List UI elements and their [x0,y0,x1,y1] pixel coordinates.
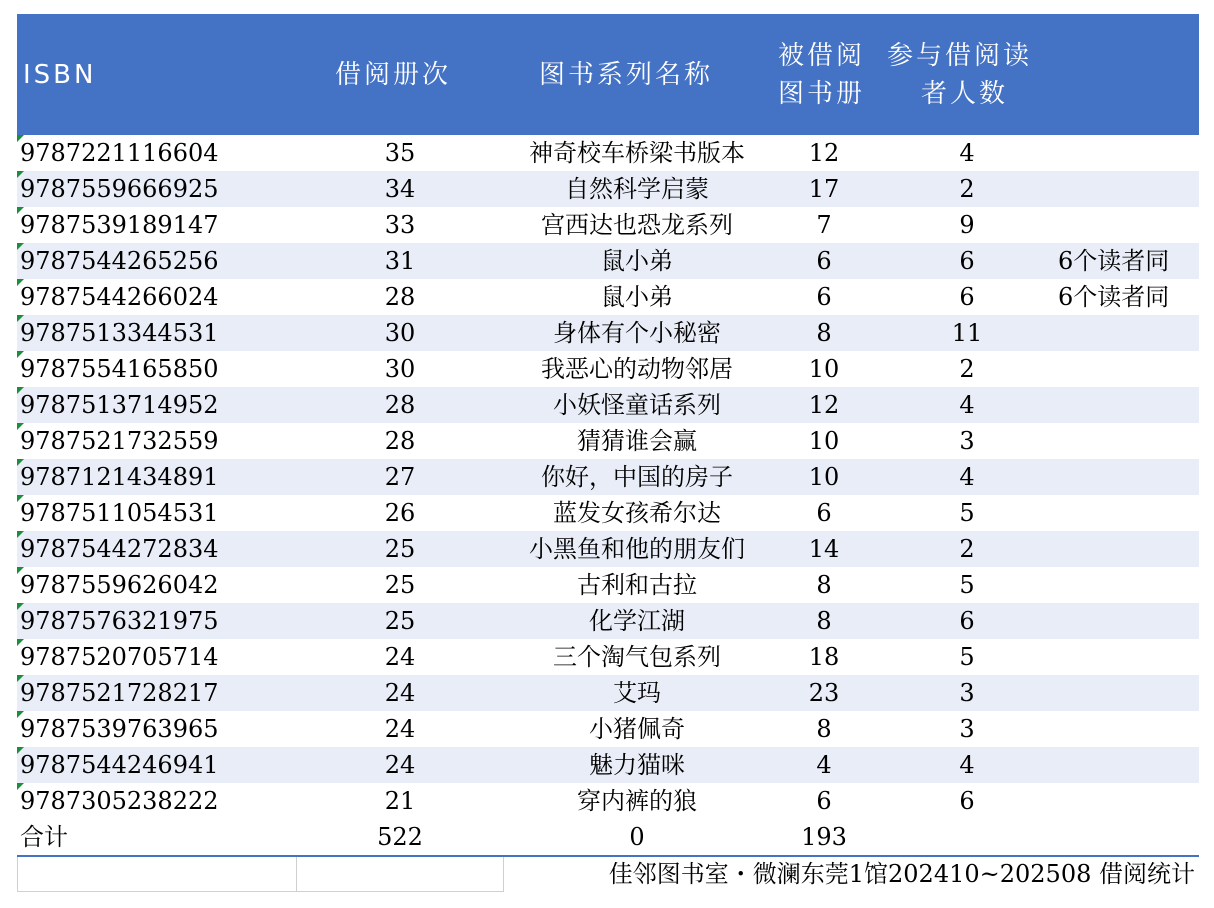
table-row [17,531,1199,567]
isbn-cell[interactable]: 9787521732559 [20,427,219,455]
readers-cell[interactable]: 6 [959,607,975,635]
readers-cell[interactable]: 11 [951,319,983,347]
table-row [17,171,1199,207]
header-readers-line2[interactable]: 者人数 [921,79,1009,109]
isbn-cell[interactable]: 9787520705714 [20,643,219,671]
series-name-cell[interactable]: 鼠小弟 [601,283,673,311]
series-name-cell[interactable]: 魅力猫咪 [589,751,685,779]
table-row [17,243,1199,279]
table-row [17,603,1199,639]
readers-cell[interactable]: 6 [959,247,975,275]
borrow-count-cell[interactable]: 28 [384,283,416,311]
books-borrowed-cell[interactable]: 6 [816,247,832,275]
borrow-count-cell[interactable]: 28 [384,391,416,419]
series-name-cell[interactable]: 宫西达也恐龙系列 [541,211,733,239]
table-row [17,351,1199,387]
isbn-cell[interactable]: 9787544266024 [20,283,219,311]
isbn-cell[interactable]: 9787554165850 [20,355,219,383]
isbn-cell[interactable]: 9787539189147 [20,211,219,239]
isbn-cell[interactable]: 9787544246941 [20,751,219,779]
series-name-cell[interactable]: 小黑鱼和他的朋友们 [529,535,745,563]
readers-cell[interactable]: 3 [959,715,975,743]
readers-cell[interactable]: 2 [959,175,975,203]
books-borrowed-cell[interactable]: 10 [808,427,840,455]
books-borrowed-cell[interactable]: 12 [808,391,840,419]
books-borrowed-cell[interactable]: 10 [808,463,840,491]
header-books-borrowed-line2[interactable]: 图书册 [778,79,866,109]
total-books[interactable]: 193 [801,823,847,851]
series-name-cell[interactable]: 你好，中国的房子 [541,463,733,491]
isbn-cell[interactable]: 9787521728217 [20,679,219,707]
series-name-cell[interactable]: 小妖怪童话系列 [553,391,721,419]
table-row [17,279,1199,315]
series-name-cell[interactable]: 蓝发女孩希尔达 [553,499,721,527]
readers-cell[interactable]: 2 [959,355,975,383]
table-row [17,783,1199,819]
header-series-name[interactable]: 图书系列名称 [539,60,714,90]
readers-cell[interactable]: 3 [959,427,975,455]
series-name-cell[interactable]: 神奇校车桥梁书版本 [529,139,745,167]
books-borrowed-cell[interactable]: 8 [816,715,832,743]
readers-cell[interactable]: 2 [959,535,975,563]
borrow-count-cell[interactable]: 35 [384,139,416,167]
borrow-count-cell[interactable]: 30 [384,355,416,383]
borrow-count-cell[interactable]: 24 [384,715,416,743]
isbn-cell[interactable]: 9787576321975 [20,607,219,635]
borrow-count-cell[interactable]: 28 [384,427,416,455]
table-row [17,423,1199,459]
books-borrowed-cell[interactable]: 8 [816,319,832,347]
readers-cell[interactable]: 6 [959,283,975,311]
header-readers-line1[interactable]: 参与借阅读 [887,41,1033,71]
isbn-cell[interactable]: 9787513344531 [20,319,219,347]
total-row [17,819,1199,857]
header-isbn[interactable]: ISBN [23,60,97,90]
table-row [17,567,1199,603]
series-name-cell[interactable]: 化学江湖 [589,607,685,635]
borrow-count-cell[interactable]: 26 [384,499,416,527]
borrow-count-cell[interactable]: 21 [384,787,416,815]
data-rows [17,135,1199,819]
borrow-count-cell[interactable]: 34 [384,175,416,203]
isbn-cell[interactable]: 9787544272834 [20,535,219,563]
table-row [17,675,1199,711]
total-name[interactable]: 0 [629,823,645,851]
note-cell[interactable]: 6个读者同 [1058,247,1170,275]
readers-cell[interactable]: 6 [959,787,975,815]
books-borrowed-cell[interactable]: 4 [816,751,832,779]
books-borrowed-cell[interactable]: 7 [816,211,832,239]
series-name-cell[interactable]: 穿内裤的狼 [577,787,697,815]
books-borrowed-cell[interactable]: 14 [808,535,840,563]
table-row [17,315,1199,351]
books-borrowed-cell[interactable]: 6 [816,499,832,527]
series-name-cell[interactable]: 猜猜谁会赢 [577,427,697,455]
footer-row [17,857,1199,891]
note-cell[interactable]: 6个读者同 [1058,283,1170,311]
borrow-count-cell[interactable]: 25 [384,571,416,599]
books-borrowed-cell[interactable]: 8 [816,571,832,599]
readers-cell[interactable]: 3 [959,679,975,707]
isbn-cell[interactable]: 9787544265256 [20,247,219,275]
borrow-count-cell[interactable]: 25 [384,607,416,635]
readers-cell[interactable]: 9 [959,211,975,239]
isbn-cell[interactable]: 9787559666925 [20,175,219,203]
series-name-cell[interactable]: 身体有个小秘密 [553,319,721,347]
borrow-count-cell[interactable]: 30 [384,319,416,347]
readers-cell[interactable]: 4 [959,751,975,779]
borrow-count-cell[interactable]: 27 [384,463,416,491]
books-borrowed-cell[interactable]: 6 [816,787,832,815]
borrow-count-cell[interactable]: 25 [384,535,416,563]
table-row [17,711,1199,747]
books-borrowed-cell[interactable]: 23 [808,679,840,707]
footer-cell[interactable] [296,857,504,892]
series-name-cell[interactable]: 艾玛 [613,679,661,707]
books-borrowed-cell[interactable]: 8 [816,607,832,635]
header-borrow-count[interactable]: 借阅册次 [335,60,452,90]
total-label[interactable]: 合计 [20,823,68,851]
isbn-cell[interactable]: 9787305238222 [20,787,219,815]
readers-cell[interactable]: 4 [959,139,975,167]
series-name-cell[interactable]: 小猪佩奇 [589,715,685,743]
books-borrowed-cell[interactable]: 18 [808,643,840,671]
table-row [17,459,1199,495]
readers-cell[interactable]: 5 [959,571,975,599]
table-row [17,207,1199,243]
series-name-cell[interactable]: 自然科学启蒙 [565,175,709,203]
table-row [17,495,1199,531]
series-name-cell[interactable]: 鼠小弟 [601,247,673,275]
books-borrowed-cell[interactable]: 10 [808,355,840,383]
table-row [17,387,1199,423]
header-row [17,14,1199,135]
total-count[interactable]: 522 [377,823,423,851]
borrow-count-cell[interactable]: 33 [384,211,416,239]
readers-cell[interactable]: 5 [959,643,975,671]
isbn-cell[interactable]: 9787513714952 [20,391,219,419]
readers-cell[interactable]: 5 [959,499,975,527]
readers-cell[interactable]: 4 [959,463,975,491]
isbn-cell[interactable]: 9787511054531 [20,499,219,527]
series-name-cell[interactable]: 三个淘气包系列 [553,643,721,671]
series-name-cell[interactable]: 古利和古拉 [577,571,697,599]
isbn-cell[interactable]: 9787121434891 [20,463,219,491]
spreadsheet [17,14,1199,891]
readers-cell[interactable]: 4 [959,391,975,419]
table-row [17,747,1199,783]
books-borrowed-cell[interactable]: 6 [816,283,832,311]
isbn-cell[interactable]: 9787559626042 [20,571,219,599]
borrow-count-cell[interactable]: 24 [384,643,416,671]
borrow-count-cell[interactable]: 24 [384,751,416,779]
isbn-cell[interactable]: 9787221116604 [20,139,219,167]
series-name-cell[interactable]: 我恶心的动物邻居 [541,355,733,383]
isbn-cell[interactable]: 9787539763965 [20,715,219,743]
table-row [17,135,1199,171]
table-row [17,639,1199,675]
books-borrowed-cell[interactable]: 12 [808,139,840,167]
footer-caption: 佳邻图书室・微澜东莞1馆202410~202508 借阅统计 [608,860,1195,888]
books-borrowed-cell[interactable]: 17 [808,175,840,203]
borrow-count-cell[interactable]: 24 [384,679,416,707]
footer-cell[interactable] [17,857,297,892]
header-books-borrowed-line1[interactable]: 被借阅 [778,41,866,71]
borrow-count-cell[interactable]: 31 [384,247,416,275]
